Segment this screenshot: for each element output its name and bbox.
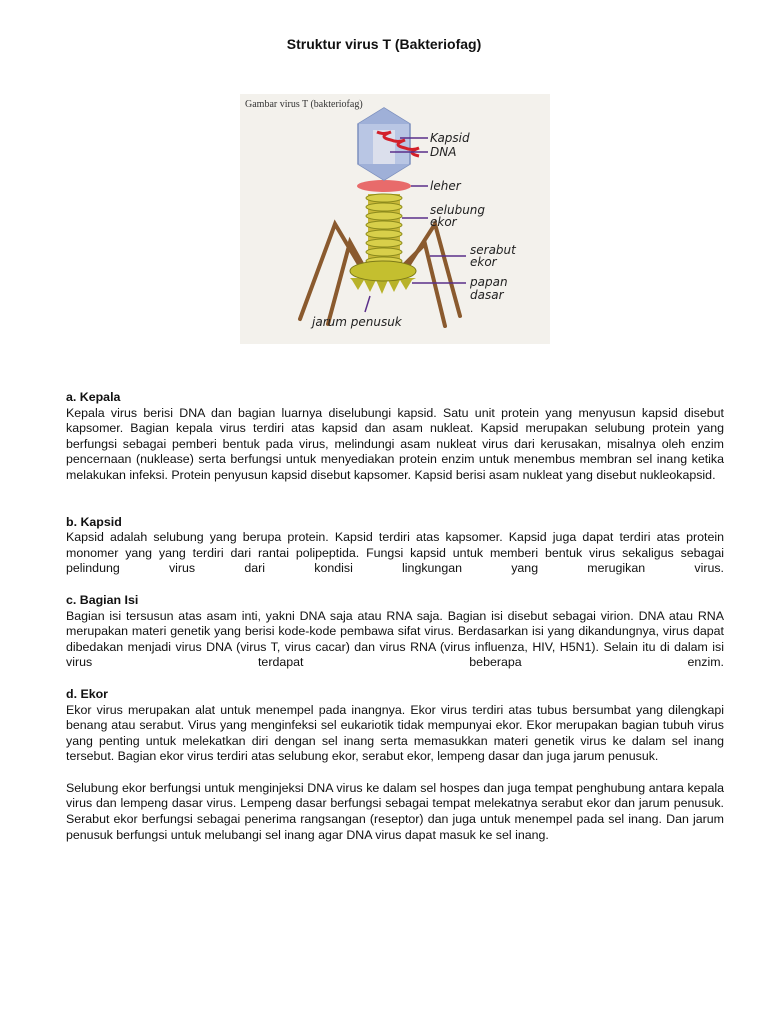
section-text: Kapsid adalah selubung yang berupa protein. Kapsid terdiri atas kapsomer. Kapsid juga dapat terdiri atas protein monomer yang yang terdiri dari rantai polipeptida. Fungsi kapsid untuk memberi bentuk virus sekaligus sebagai pelindung virus dari kondisi lingkungan yang merugikan virus. (66, 530, 724, 576)
label-kapsid: Kapsid (430, 131, 470, 145)
label-papan: papan (470, 275, 508, 289)
label-leher: leher (430, 179, 461, 193)
capsid-head (358, 108, 419, 180)
section-text: Selubung ekor berfungsi untuk menginjeksi DNA virus ke dalam sel hospes dan juga tempat penghubung antara kepala virus dan lempeng dasar virus. Lempeng dasar berfungsi sebagai tempat melekatnya serabut ekor dan jarum penusuk. Serabut ekor berfungsi sebagai penerima rangsangan (reseptor) dan juga untuk menempel pada sel inang. Dan jarum penusuk berfungsi untuk melubangi sel inang agar DNA virus dapat masuk ke sel inang. (66, 780, 724, 842)
section-text: Bagian isi tersusun atas asam inti, yakni DNA saja atau RNA saja. Bagian isi disebut sebagai virion. DNA atau RNA merupakan materi genetik yang berisi kode-kode pembawa sifat virus. Berdasarkan isi yang dikandungnya, virus dapat dibedakan menjadi virus DNA (virus T, virus cacar) dan virus RNA (virus influenza, HIV, H5N1). Selain itu di dalam isi virus terdapat beberapa enzim. (66, 608, 724, 670)
section-kepala (66, 390, 724, 484)
label-serabut-ekor: ekor (470, 255, 497, 269)
section-text: Kepala virus berisi DNA dan bagian luarnya diselubungi kapsid. Satu unit protein yang menyusun kapsid disebut kapsomer. Bagian kepala virus terdiri atas kapsid dan asam nukleat. Kapsid merupakan selubung protein yang berfungsi sebagai pemberi bentuk pada virus, melindungi asam nukleat virus dari kerusakan, misalnya oleh enzim pencernaan (nuklease) serta berfungsi untuk menyediakan protein enzim untuk menembus membran sel inang ketika melakukan infeksi. Protein penyusun kapsid disebut kapsomer. Kapsid berisi asam nukleat yang disebut nukleokapsid. (66, 405, 724, 482)
label-dasar: dasar (470, 288, 504, 302)
label-dna: DNA (430, 145, 457, 159)
base-plate (350, 261, 416, 294)
label-serabut: serabut (470, 243, 516, 257)
section-heading: c. Bagian Isi (66, 592, 139, 607)
section-text: Ekor virus merupakan alat untuk menempel pada inangnya. Ekor virus terdiri atas tubus bersumbat yang dilengkapi benang atau serabut. Virus yang menginfeksi sel eukariotik tidak mempunyai ekor. Ekor merupakan bagian tubuh virus yang penting untuk melekatkan diri dengan sel inang serta memasukkan materi genetik virus ke dalam sel inang tersebut. Bagian ekor virus terdiri atas selubung ekor, serabut ekor, lempeng dasar dan juga jarum penusuk. (66, 702, 724, 764)
diagram-labels (310, 131, 517, 329)
document-body (66, 390, 724, 843)
figure-caption: Gambar virus T (bakteriofag) (245, 99, 363, 110)
label-ekor: ekor (430, 215, 457, 229)
page-title: Struktur virus T (Bakteriofag) (286, 36, 482, 52)
bacteriophage-figure (240, 94, 550, 344)
section-bagian-isi (66, 593, 724, 671)
label-jarum-penusuk: jarum penusuk (312, 315, 402, 329)
bacteriophage-diagram (240, 94, 550, 344)
section-ekor-continued (66, 781, 724, 843)
neck-collar (357, 180, 411, 192)
section-kapsid (66, 515, 724, 577)
section-heading: a. Kepala (66, 390, 121, 404)
label-selubung: selubung (430, 203, 486, 217)
section-heading: d. Ekor (66, 686, 108, 701)
tail-sheath (366, 194, 402, 266)
section-heading: b. Kapsid (66, 514, 122, 529)
section-ekor (66, 687, 724, 765)
